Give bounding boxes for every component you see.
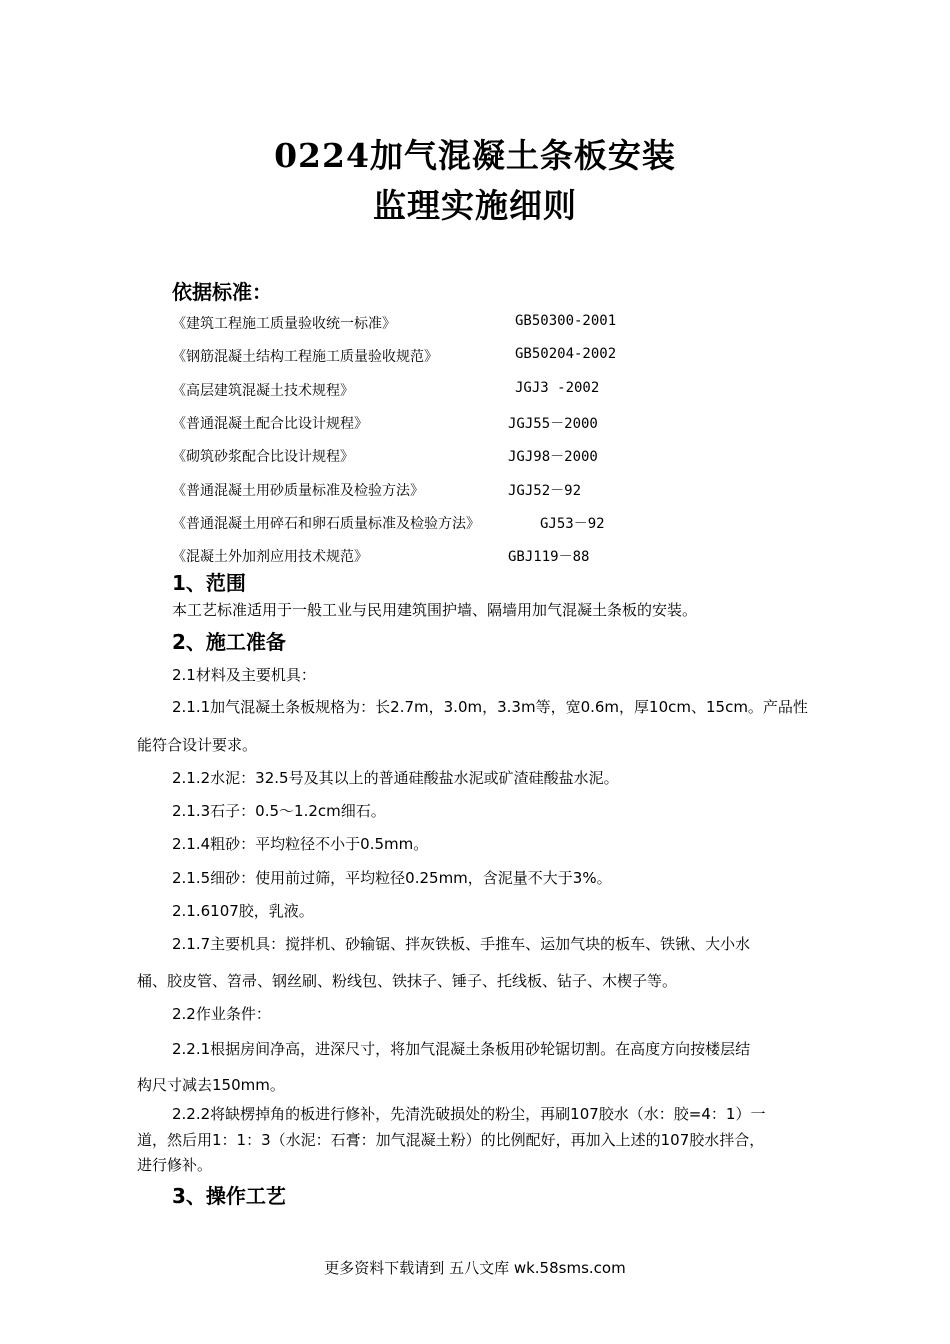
paragraph-2-1-7: 2.1.7主要机具：搅拌机、砂输锯、拌灰铁板、手推车、运加气块的板车、铁锹、大小水	[172, 935, 751, 953]
standard-item	[172, 413, 852, 435]
standard-name: 《普通混凝土用砂质量标准及检验方法》	[172, 483, 424, 499]
paragraph-2-1-7-cont: 桶、胶皮管、笤帚、钢丝刷、粉线包、铁抹子、锤子、托线板、钻子、木楔子等。	[137, 972, 678, 990]
standard-name: 《高层建筑混凝土技术规程》	[172, 383, 354, 399]
section-3-heading: 3、操作工艺	[172, 1184, 286, 1208]
standard-code: GB50204-2002	[515, 346, 617, 362]
paragraph-2-2-1-cont: 构尺寸减去150mm。	[137, 1076, 285, 1094]
paragraph-2-2-2: 2.2.2将缺楞掉角的板进行修补，先清洗破损处的粉尘，再刷107胶水（水：胶=4：1）一	[172, 1105, 766, 1123]
standard-name: 《普通混凝土用碎石和卵石质量标准及检验方法》	[172, 516, 480, 532]
section-1-text: 本工艺标准适用于一般工业与民用建筑围护墙、隔墙用加气混凝土条板的安装。	[172, 601, 698, 619]
standard-code: JGJ98－2000	[508, 449, 598, 465]
standard-item	[172, 546, 852, 568]
standard-name: 《建筑工程施工质量验收统一标准》	[172, 316, 396, 332]
paragraph-2-1-1-cont: 能符合设计要求。	[137, 736, 258, 754]
paragraph-2-1-2: 2.1.2水泥：32.5号及其以上的普通硅酸盐水泥或矿渣硅酸盐水泥。	[172, 769, 619, 787]
basis-heading: 依据标准：	[172, 280, 272, 304]
standard-name: 《砌筑砂浆配合比设计规程》	[172, 449, 354, 465]
standard-item	[172, 480, 852, 502]
section-1-heading: 1、范围	[172, 571, 246, 595]
paragraph-2-1-1: 2.1.1加气混凝土条板规格为：长2.7m，3.0m，3.3m等，宽0.6m，厚10cm、15cm。产品性	[172, 698, 808, 716]
paragraph-2-1: 2.1材料及主要机具：	[172, 666, 316, 684]
standard-code: GJ53－92	[540, 516, 605, 532]
paragraph-2-2: 2.2作业条件：	[172, 1005, 271, 1023]
footer-text: 更多资料下载请到 五八文库 wk.58sms.com	[324, 1259, 626, 1277]
paragraph-2-2-2-cont: 进行修补。	[137, 1156, 213, 1174]
paragraph-2-2-2-cont: 道，然后用1：1：3（水泥：石膏：加气混凝土粉）的比例配好，再加入上述的107胶水拌合，	[137, 1131, 765, 1149]
paragraph-2-1-3: 2.1.3石子：0.5～1.2cm细石。	[172, 802, 386, 820]
document-title-line2: 监理实施细则	[373, 186, 577, 225]
standard-item	[172, 313, 852, 335]
standard-name: 《钢筋混凝土结构工程施工质量验收规范》	[172, 349, 438, 365]
standard-code: JGJ55－2000	[508, 416, 598, 432]
standard-code: JGJ3 -2002	[515, 380, 600, 396]
standard-item	[172, 380, 852, 402]
paragraph-2-1-6: 2.1.6107胶，乳液。	[172, 902, 314, 920]
document-title-line1: 0224加气混凝土条板安装	[274, 136, 676, 175]
paragraph-2-2-1: 2.2.1根据房间净高，进深尺寸，将加气混凝土条板用砂轮锯切割。在高度方向按楼层结	[172, 1040, 751, 1058]
standard-code: GBJ119－88	[508, 549, 590, 565]
standard-code: GB50300-2001	[515, 313, 617, 329]
standard-item	[172, 513, 852, 535]
paragraph-2-1-5: 2.1.5细砂：使用前过筛，平均粒径0.25mm，含泥量不大于3%。	[172, 869, 612, 887]
standard-item	[172, 346, 852, 368]
standard-name: 《混凝土外加剂应用技术规范》	[172, 549, 368, 565]
section-2-heading: 2、施工准备	[172, 630, 286, 654]
paragraph-2-1-4: 2.1.4粗砂：平均粒径不小于0.5mm。	[172, 835, 429, 853]
standard-code: JGJ52－92	[508, 483, 582, 499]
standard-name: 《普通混凝土配合比设计规程》	[172, 416, 368, 432]
standard-item	[172, 446, 852, 468]
